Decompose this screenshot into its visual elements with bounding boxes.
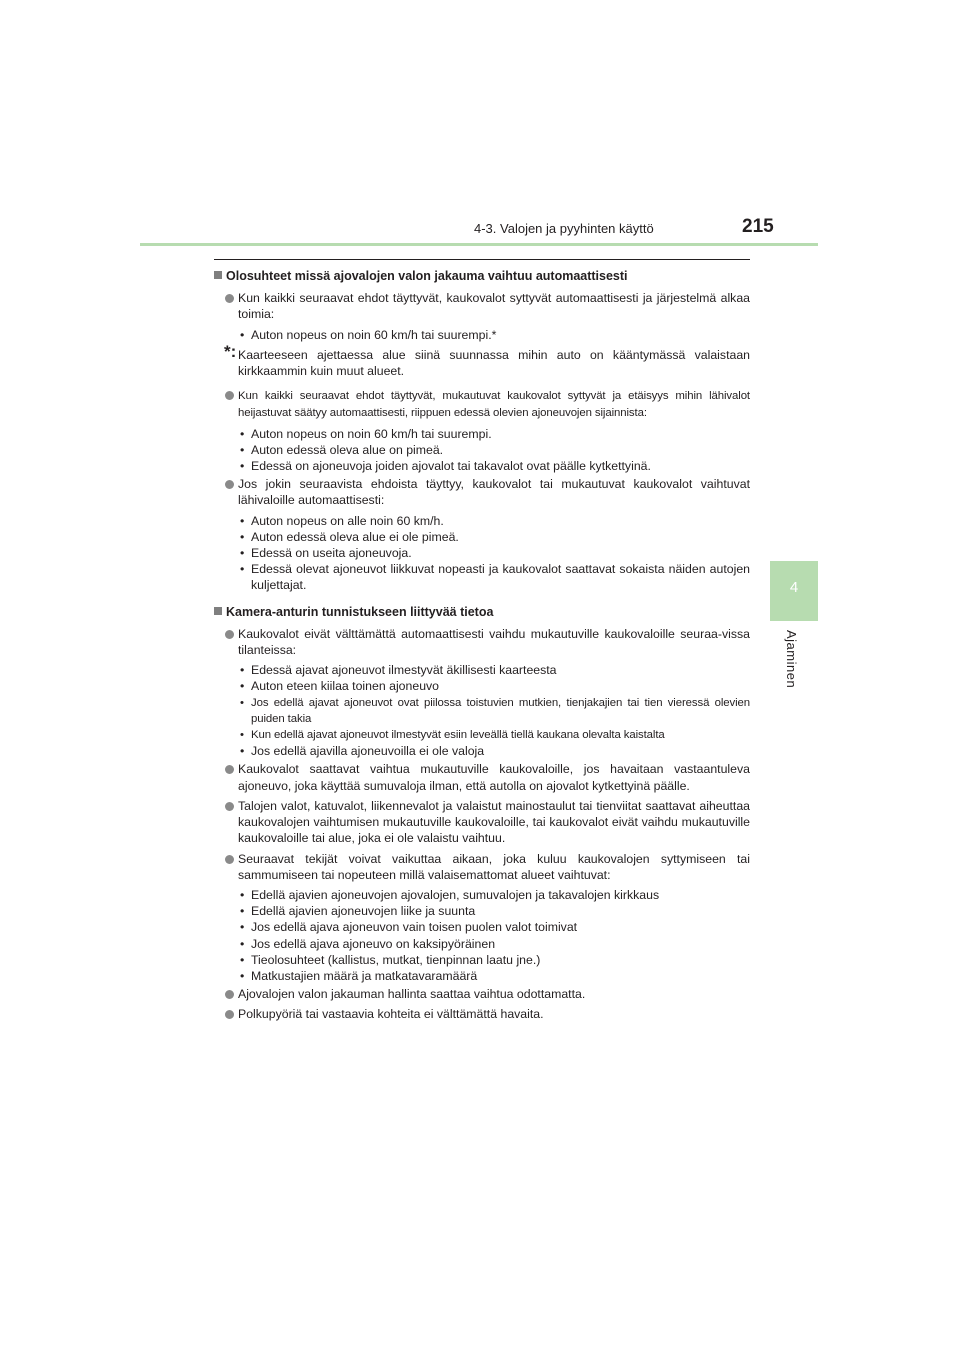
sub-list <box>214 327 750 343</box>
list-item: • Matkustajien määrä ja matkatavaramäärä <box>240 968 478 983</box>
bullet-paragraph: Kun kaikki seuraavat ehdot täyttyvät, mukautuvat kaukovalot syttyvät ja etäisyys mihin lähivalot heijastuvat säätyy automaattisesti, riippuen edessä olevien ajoneuvojen sijainnista: <box>214 387 750 421</box>
chapter-tab-label: Ajaminen <box>784 630 799 689</box>
list-item: • Edellä ajavien ajoneuvojen ajovalojen, sumuvalojen ja takavalojen kirkkaus <box>240 887 660 902</box>
chapter-tab <box>770 561 818 621</box>
sub-list <box>214 426 750 475</box>
list-item: • Edellä ajavien ajoneuvojen liike ja suunta <box>240 904 476 919</box>
list-item: • Jos edellä ajavat ajoneuvot ovat piilossa toistuvien mutkien, tienjakajien tai tien vieressä olevien puiden takia <box>240 696 750 725</box>
header-rule <box>140 243 818 246</box>
round-bullet-icon <box>225 294 234 303</box>
list-item: • Jos edellä ajava ajoneuvo on kaksipyöräinen <box>240 936 496 951</box>
square-bullet-icon <box>214 271 222 279</box>
bullet-paragraph: Ajovalojen valon jakauman hallinta saattaa vaihtua odottamatta. <box>214 986 750 1002</box>
page-number: 215 <box>742 216 774 237</box>
round-bullet-icon <box>225 990 234 999</box>
list-item: • Kun edellä ajavat ajoneuvot ilmestyvät esiin leveällä tiellä kaukana olevalta kaistalta <box>240 729 665 742</box>
list-item: • Auton edessä oleva alue ei ole pimeä. <box>240 529 459 544</box>
list-item: • Auton eteen kiilaa toinen ajoneuvo <box>240 679 440 694</box>
list-item: • Auton nopeus on alle noin 60 km/h. <box>240 513 444 528</box>
round-bullet-icon <box>225 391 234 400</box>
section-heading: Olosuhteet missä ajovalojen valon jakauma vaihtuu automaattisesti <box>214 268 750 284</box>
bullet-paragraph: Kaukovalot eivät välttämättä automaattisesti vaihdu mukautuville kaukovaloille seuraa-vissa tilanteissa: <box>214 626 750 658</box>
list-item: • Jos edellä ajavilla ajoneuvoilla ei ole valoja <box>240 744 485 759</box>
sub-list <box>214 513 750 594</box>
sub-list <box>214 662 750 759</box>
list-item: • Edessä ajavat ajoneuvot ilmestyvät äkillisesti kaarteesta <box>240 663 557 678</box>
main-content <box>214 268 750 1027</box>
section-heading: Kamera-anturin tunnistukseen liittyvää tietoa <box>214 604 750 620</box>
round-bullet-icon <box>225 802 234 811</box>
bullet-paragraph: Jos jokin seuraavista ehdoista täyttyy, kaukovalot tai mukautuvat kaukovalot vaihtuvat lähivaloille automaattisesti: <box>214 476 750 508</box>
sub-list <box>214 887 750 984</box>
bullet-paragraph: Kun kaikki seuraavat ehdot täyttyvät, kaukovalot syttyvät automaattisesti ja järjestelmä alkaa toimia: <box>214 290 750 322</box>
list-item: • Auton nopeus on noin 60 km/h tai suurempi.* <box>240 327 497 342</box>
chapter-tab-number: 4 <box>789 579 799 596</box>
bullet-paragraph: Kaukovalot saattavat vaihtua mukautuville kaukovaloille, jos havaitaan vastaantuleva ajoneuvo, joka käyttää sumuvaloja ilman, että autolla on ajovalot kytkettyinä päälle. <box>214 761 750 793</box>
bullet-paragraph: Seuraavat tekijät voivat vaikuttaa aikaan, joka kuluu kaukovalojen syttymiseen tai sammumiseen tai nopeuteen millä valaisemattomat alueet vaihtuvat: <box>214 851 750 883</box>
list-item: • Edessä on useita ajoneuvoja. <box>240 546 412 561</box>
bullet-paragraph: Polkupyöriä tai vastaavia kohteita ei välttämättä havaita. <box>214 1006 750 1022</box>
round-bullet-icon <box>225 1010 234 1019</box>
round-bullet-icon <box>225 765 234 774</box>
list-item: • Edessä on ajoneuvoja joiden ajovalot tai takavalot ovat päälle kytkettyinä. <box>240 459 651 474</box>
list-item: • Tieolosuhteet (kallistus, mutkat, tienpinnan laatu jne.) <box>240 952 541 967</box>
list-item: • Auton nopeus on noin 60 km/h tai suurempi. <box>240 426 492 441</box>
content-rule <box>214 259 750 260</box>
round-bullet-icon <box>225 855 234 864</box>
list-item: • Jos edellä ajava ajoneuvon vain toisen puolen valot toimivat <box>240 920 578 935</box>
round-bullet-icon <box>225 630 234 639</box>
header-title: 4-3. Valojen ja pyyhinten käyttö <box>474 221 654 236</box>
list-item: • Edessä olevat ajoneuvot liikkuvat nopeasti ja kaukovalot saattavat sokaista näiden autojen kuljettajat. <box>240 562 750 593</box>
bullet-paragraph: Talojen valot, katuvalot, liikennevalot ja valaistut mainostaulut tai tienviitat saattavat aiheuttaa kaukovalojen vaihtumisen mukautuville kaukovaloille, tai kaukovalot eivät vaihdu mukautuville kaukovaloille tai alue, joka ei ole valaistu vaihtuu. <box>214 798 750 847</box>
round-bullet-icon <box>225 480 234 489</box>
square-bullet-icon <box>214 607 222 615</box>
list-item: • Auton edessä oleva alue on pimeä. <box>240 442 444 457</box>
footnote: *: Kaarteeseen ajettaessa alue siinä suunnassa mihin auto on kääntymässä valaistaan kirkkaammin kuin muut alueet. <box>224 341 750 379</box>
